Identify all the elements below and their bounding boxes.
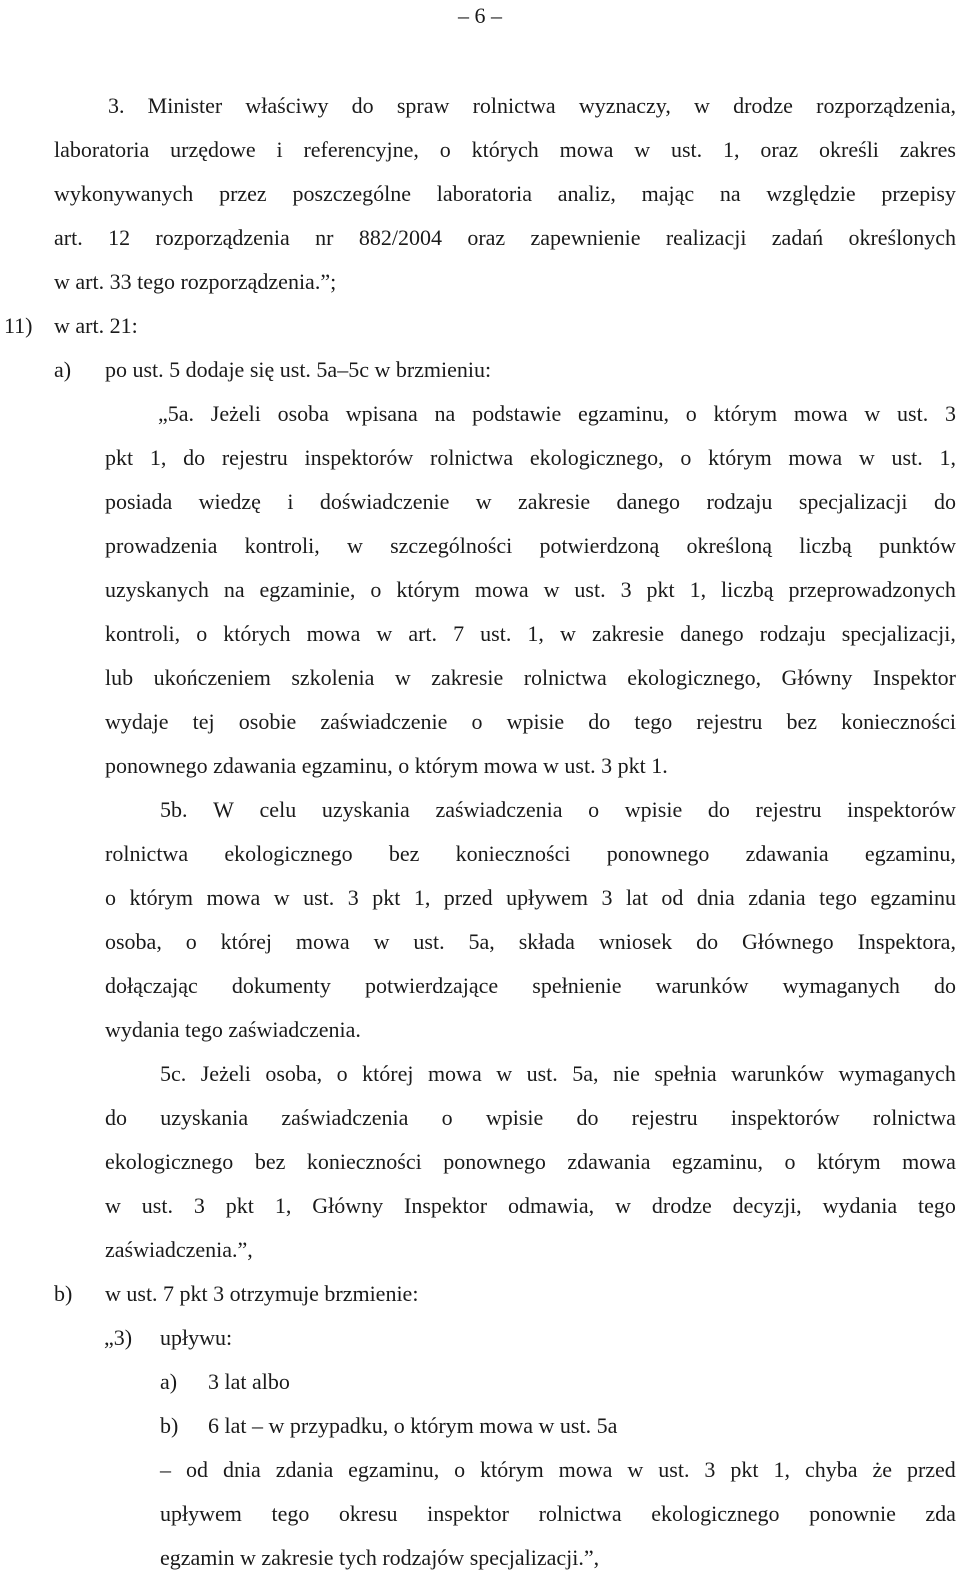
text-line: lub ukończeniem szkolenia w zakresie rolnictwa ekologicznego, Główny Inspektor [105, 665, 956, 690]
text-line: uzyskanych na egzaminie, o którym mowa w ust. 3 pkt 1, liczbą przeprowadzonych [105, 577, 956, 602]
text-line: prowadzenia kontroli, w szczególności potwierdzoną określoną liczbą punktów [105, 533, 956, 558]
letter-label: b) [160, 1413, 179, 1438]
text-line: ekologicznego bez konieczności ponownego zdawania egzaminu, o którym mowa [105, 1149, 956, 1174]
text-line: w art. 33 tego rozporządzenia.”; [54, 269, 337, 294]
text-line: zaświadczenia.”, [105, 1237, 253, 1262]
text-line: wydania tego zaświadczenia. [105, 1017, 361, 1042]
text-line: upływem tego okresu inspektor rolnictwa ekologicznego ponownie zda [160, 1501, 956, 1526]
text-line: wykonywanych przez poszczególne laboratoria analiz, mając na względzie przepisy [54, 181, 956, 206]
text-line: upływu: [160, 1325, 233, 1350]
text-line: – od dnia zdania egzaminu, o którym mowa w ust. 3 pkt 1, chyba że przed [160, 1457, 956, 1482]
point-label: „3) [104, 1325, 133, 1350]
letter-label: b) [54, 1281, 73, 1306]
text-line: posiada wiedzę i doświadczenie w zakresie danego rodzaju specjalizacji do [105, 489, 956, 514]
text-line: art. 12 rozporządzenia nr 882/2004 oraz zapewnienie realizacji zadań określonych [54, 225, 956, 250]
text-line: „5a. Jeżeli osoba wpisana na podstawie egzaminu, o którym mowa w ust. 3 [158, 401, 956, 426]
letter-label: a) [160, 1369, 178, 1394]
item-number: 11) [4, 313, 33, 338]
text-line: pkt 1, do rejestru inspektorów rolnictwa ekologicznego, o którym mowa w ust. 1, [105, 445, 956, 470]
text-line: osoba, o której mowa w ust. 5a, składa wniosek do Głównego Inspektora, [105, 929, 956, 954]
text-line: do uzyskania zaświadczenia o wpisie do rejestru inspektorów rolnictwa [105, 1105, 956, 1130]
text-line: wydaje tej osobie zaświadczenie o wpisie do tego rejestru bez konieczności [105, 709, 956, 734]
text-line: 6 lat – w przypadku, o którym mowa w ust. 5a [208, 1413, 618, 1438]
text-line: w art. 21: [54, 313, 138, 338]
text-line: po ust. 5 dodaje się ust. 5a–5c w brzmieniu: [105, 357, 492, 382]
text-line: 3. Minister właściwy do spraw rolnictwa wyznaczy, w drodze rozporządzenia, [108, 93, 956, 118]
text-line: w ust. 7 pkt 3 otrzymuje brzmienie: [105, 1281, 419, 1306]
text-line: o którym mowa w ust. 3 pkt 1, przed upływem 3 lat od dnia zdania tego egzaminu [105, 885, 956, 910]
text-line: ponownego zdawania egzaminu, o którym mowa w ust. 3 pkt 1. [105, 753, 668, 778]
page-number: – 6 – [458, 3, 502, 28]
text-line: 3 lat albo [208, 1369, 290, 1394]
text-line: 5c. Jeżeli osoba, o której mowa w ust. 5a, nie spełnia warunków wymaganych [160, 1061, 956, 1086]
letter-label: a) [54, 357, 72, 382]
text-line: laboratoria urzędowe i referencyjne, o których mowa w ust. 1, oraz określi zakres [54, 137, 956, 162]
text-line: kontroli, o których mowa w art. 7 ust. 1, w zakresie danego rodzaju specjalizacji, [105, 621, 956, 646]
text-line: w ust. 3 pkt 1, Główny Inspektor odmawia, w drodze decyzji, wydania tego [105, 1193, 956, 1218]
text-line: 5b. W celu uzyskania zaświadczenia o wpisie do rejestru inspektorów [160, 797, 956, 822]
text-line: egzamin w zakresie tych rodzajów specjalizacji.”, [160, 1545, 600, 1570]
text-line: rolnictwa ekologicznego bez konieczności ponownego zdawania egzaminu, [105, 841, 956, 866]
text-line: dołączając dokumenty potwierdzające spełnienie warunków wymaganych do [105, 973, 956, 998]
